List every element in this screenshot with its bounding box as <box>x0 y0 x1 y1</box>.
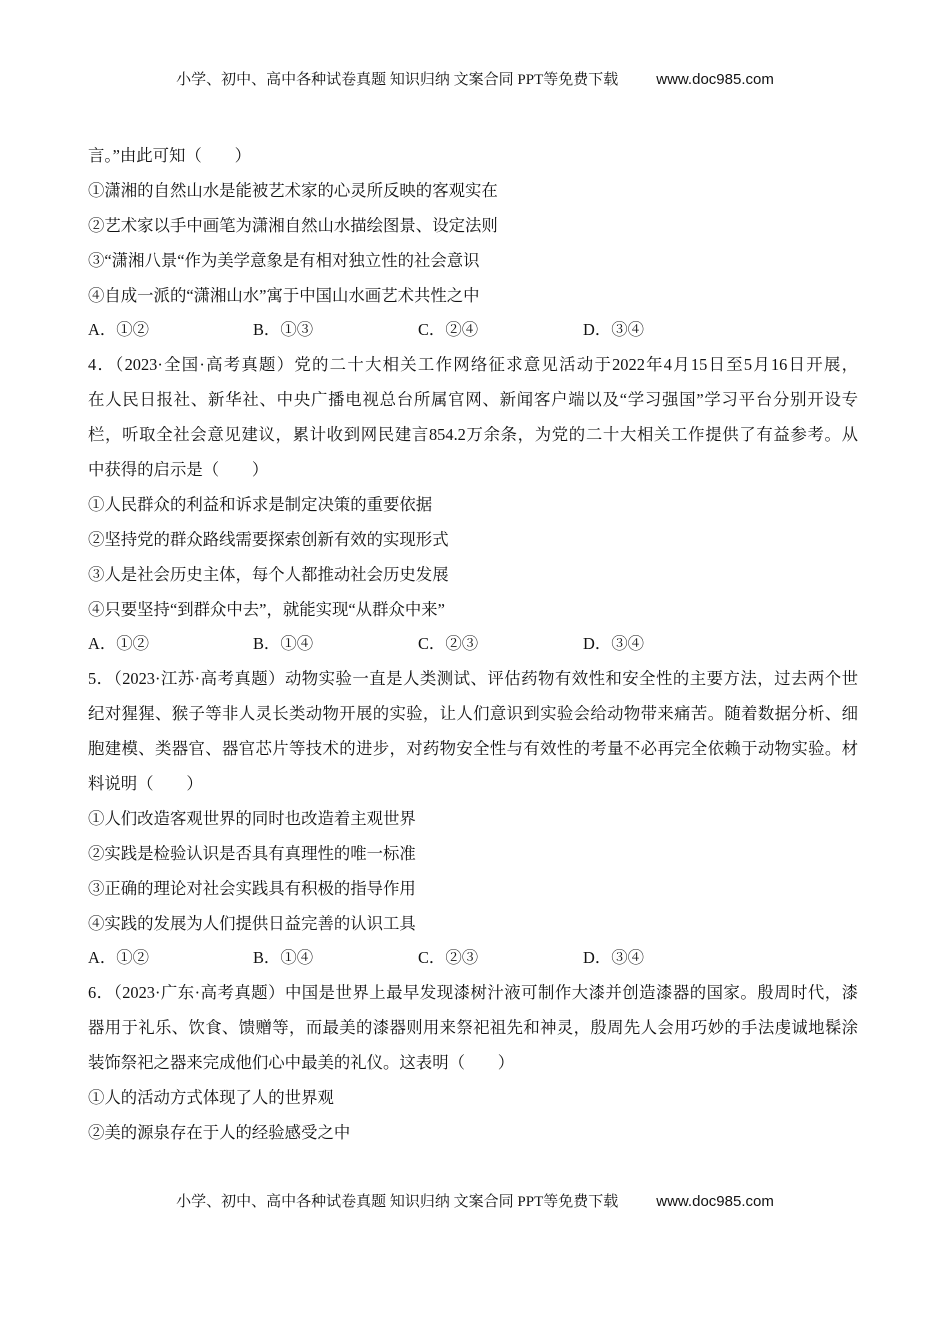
q3-item-1: ①潇湘的自然山水是能被艺术家的心灵所反映的客观实在 <box>88 180 498 200</box>
option-c: C．②③ <box>418 948 479 968</box>
option-b: B．①④ <box>253 948 314 968</box>
q5-item-4: ④实践的发展为人们提供日益完善的认识工具 <box>88 913 416 933</box>
footer-url[interactable]: www.doc985.com <box>656 1193 774 1210</box>
q3-item-4: ④自成一派的“潇湘山水”寓于中国山水画艺术共性之中 <box>88 285 480 305</box>
q4-stem-line: 栏，听取全社会意见建议，累计收到网民建言854.2万余条，为党的二十大相关工作提供了有益参考。从 <box>88 425 858 445</box>
q4-stem-line: 中获得的启示是（ ） <box>88 460 269 480</box>
q4-item-2: ②坚持党的群众路线需要探索创新有效的实现形式 <box>88 529 449 549</box>
q4-item-4: ④只要坚持“到群众中去”，就能实现“从群众中来” <box>88 599 445 619</box>
option-a: A．①② <box>88 634 150 654</box>
q3-item-2: ②艺术家以手中画笔为潇湘自然山水描绘图景、设定法则 <box>88 215 498 235</box>
q6-stem-line: 装饰祭祀之器来完成他们心中最美的礼仪。这表明（ ） <box>88 1053 515 1073</box>
footer-text: 小学、初中、高中各种试卷真题 知识归纳 文案合同 PPT等免费下载 <box>176 1194 619 1210</box>
option-a: A．①② <box>88 948 150 968</box>
q5-stem-line: 5．（2023·江苏·高考真题）动物实验一直是人类测试、评估药物有效性和安全性的主要方法，过去两个世 <box>88 669 858 689</box>
option-d: D．③④ <box>583 320 645 340</box>
option-c: C．②④ <box>418 320 479 340</box>
q5-item-2: ②实践是检验认识是否具有真理性的唯一标准 <box>88 843 416 863</box>
q5-stem-line: 胞建模、类器官、器官芯片等技术的进步，对药物安全性与有效性的考量不必再完全依赖于动物实验。材 <box>88 739 858 759</box>
q3-options <box>88 313 858 348</box>
q5-stem-line: 纪对猩猩、猴子等非人灵长类动物开展的实验，让人们意识到实验会给动物带来痛苦。随着数据分析、细 <box>88 704 858 724</box>
option-d: D．③④ <box>583 634 645 654</box>
q5-stem-line: 料说明（ ） <box>88 774 203 794</box>
q4-options <box>88 627 858 662</box>
q4-stem-line: 在人民日报社、新华社、中央广播电视总台所属官网、新闻客户端以及“学习强国”学习平台分别开设专 <box>88 390 858 410</box>
q3-item-3: ③“潇湘八景“作为美学意象是有相对独立性的社会意识 <box>88 250 480 270</box>
q4-item-3: ③人是社会历史主体，每个人都推动社会历史发展 <box>88 564 449 584</box>
q3-stem-tail: 言。”由此可知（ ） <box>88 146 251 165</box>
option-a: A．①② <box>88 320 150 340</box>
q6-item-1: ①人的活动方式体现了人的世界观 <box>88 1088 334 1108</box>
document-body <box>88 139 858 1151</box>
q5-item-3: ③正确的理论对社会实践具有积极的指导作用 <box>88 878 416 898</box>
header-url[interactable]: www.doc985.com <box>656 71 774 88</box>
option-d: D．③④ <box>583 948 645 968</box>
q4-stem-line: 4．（2023·全国·高考真题）党的二十大相关工作网络征求意见活动于2022年4月15日至5月16日开展， <box>88 355 858 375</box>
page-footer <box>0 1190 950 1211</box>
q6-stem-line: 6．（2023·广东·高考真题）中国是世界上最早发现漆树汁液可制作大漆并创造漆器的国家。殷周时代，漆 <box>88 983 858 1003</box>
q5-item-1: ①人们改造客观世界的同时也改造着主观世界 <box>88 808 416 828</box>
option-c: C．②③ <box>418 634 479 654</box>
option-b: B．①④ <box>253 634 314 654</box>
header-text: 小学、初中、高中各种试卷真题 知识归纳 文案合同 PPT等免费下载 <box>176 72 619 88</box>
page-header <box>0 68 950 89</box>
q6-item-2: ②美的源泉存在于人的经验感受之中 <box>88 1122 351 1142</box>
option-b: B．①③ <box>253 320 314 340</box>
q6-stem-line: 器用于礼乐、饮食、馈赠等，而最美的漆器则用来祭祀祖先和神灵，殷周先人会用巧妙的手法虔诚地髹涂 <box>88 1018 858 1038</box>
q4-item-1: ①人民群众的利益和诉求是制定决策的重要依据 <box>88 494 433 514</box>
q5-options <box>88 941 858 976</box>
